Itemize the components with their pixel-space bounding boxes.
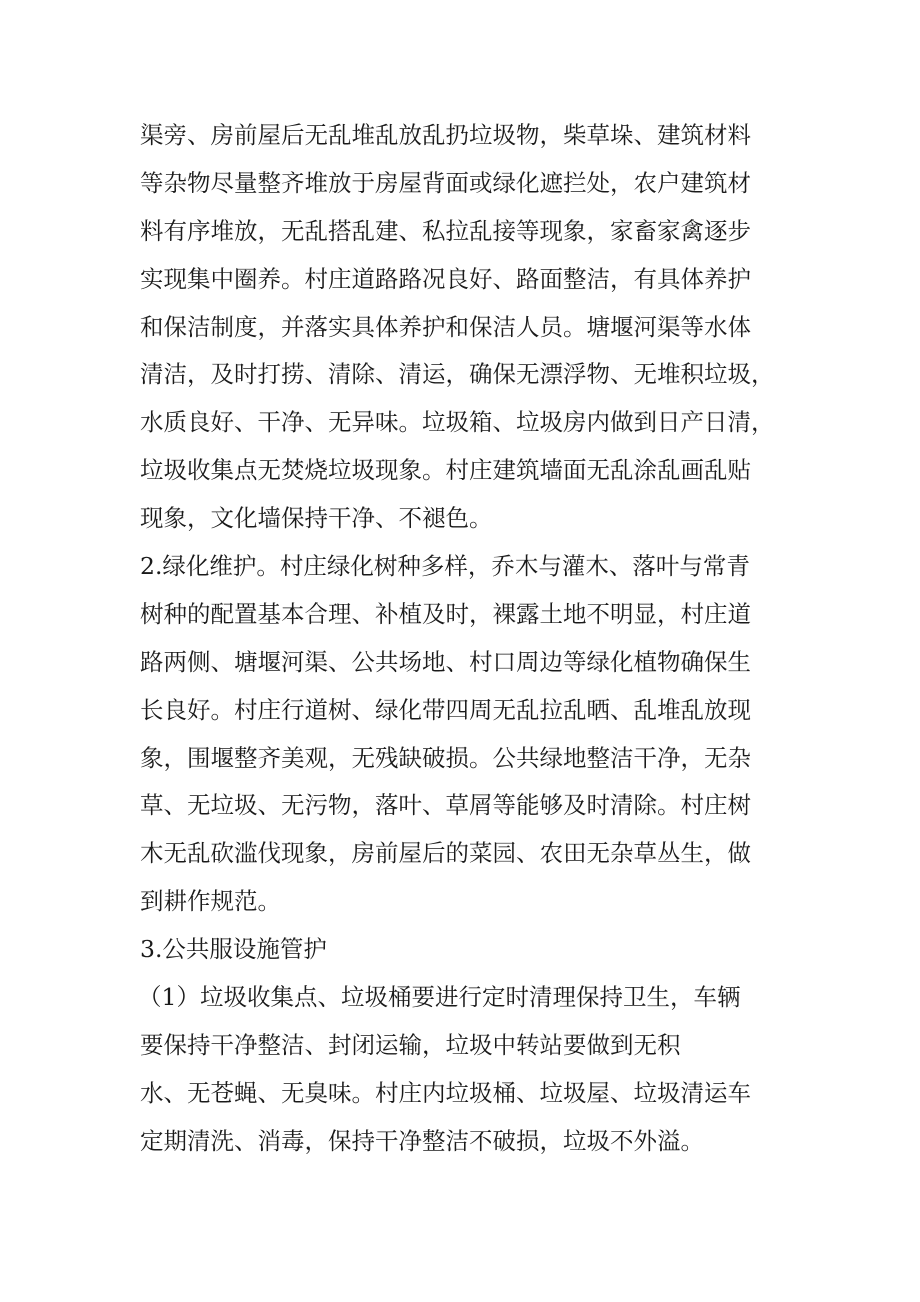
text-line: 树种的配置基本合理、补植及时，裸露土地不明显，村庄道 [140, 599, 751, 628]
text-line: 现象，文化墙保持干净、不褪色。 [140, 504, 493, 533]
text-line: 水、无苍蝇、无臭味。村庄内垃圾桶、垃圾屋、垃圾清运车 [140, 1078, 751, 1107]
text-line: 路两侧、塘堰河渠、公共场地、村口周边等绿化植物确保生 [140, 647, 751, 676]
text-line: 垃圾收集点无焚烧垃圾现象。村庄建筑墙面无乱涂乱画乱贴 [140, 456, 751, 485]
text-line: 象，围堰整齐美观，无残缺破损。公共绿地整洁干净，无杂 [140, 743, 751, 772]
text-line: 要保持干净整洁、封闭运输，垃圾中转站要做到无积 [140, 1030, 681, 1059]
section-heading-3: 3.公共服设施管护 [140, 935, 327, 964]
text-line: 水质良好、干净、无异味。垃圾箱、垃圾房内做到日产日清， [140, 408, 775, 437]
text-line: 草、无垃圾、无污物，落叶、草屑等能够及时清除。村庄树 [140, 791, 751, 820]
text-line: 渠旁、房前屋后无乱堆乱放乱扔垃圾物，柴草垛、建筑材料 [140, 121, 751, 149]
list-item-1: （1）垃圾收集点、垃圾桶要进行定时清理保持卫生，车辆 [138, 983, 741, 1012]
text-line: 和保洁制度，并落实具体养护和保洁人员。塘堰河渠等水体 [140, 312, 751, 341]
text-line: 定期清洗、消毒，保持干净整洁不破损，垃圾不外溢。 [140, 1126, 704, 1155]
text-line: 长良好。村庄行道树、绿化带四周无乱拉乱晒、乱堆乱放现 [140, 695, 751, 724]
text-line: 实现集中圈养。村庄道路路况良好、路面整洁，有具体养护 [140, 264, 751, 293]
text-line: 等杂物尽量整齐堆放于房屋背面或绿化遮拦处，农户建筑材 [140, 168, 751, 197]
text-line: 清洁，及时打捞、清除、清运，确保无漂浮物、无堆积垃圾， [140, 360, 775, 389]
text-line: 料有序堆放，无乱搭乱建、私拉乱接等现象，家畜家禽逐步 [140, 216, 751, 245]
body-text [140, 112, 790, 1166]
text-line: 到耕作规范。 [140, 887, 281, 916]
text-line: 木无乱砍滥伐现象，房前屋后的菜园、农田无杂草丛生，做 [140, 839, 751, 868]
section-heading-2: 2.绿化维护。村庄绿化树种多样，乔木与灌木、落叶与常青 [140, 552, 750, 581]
